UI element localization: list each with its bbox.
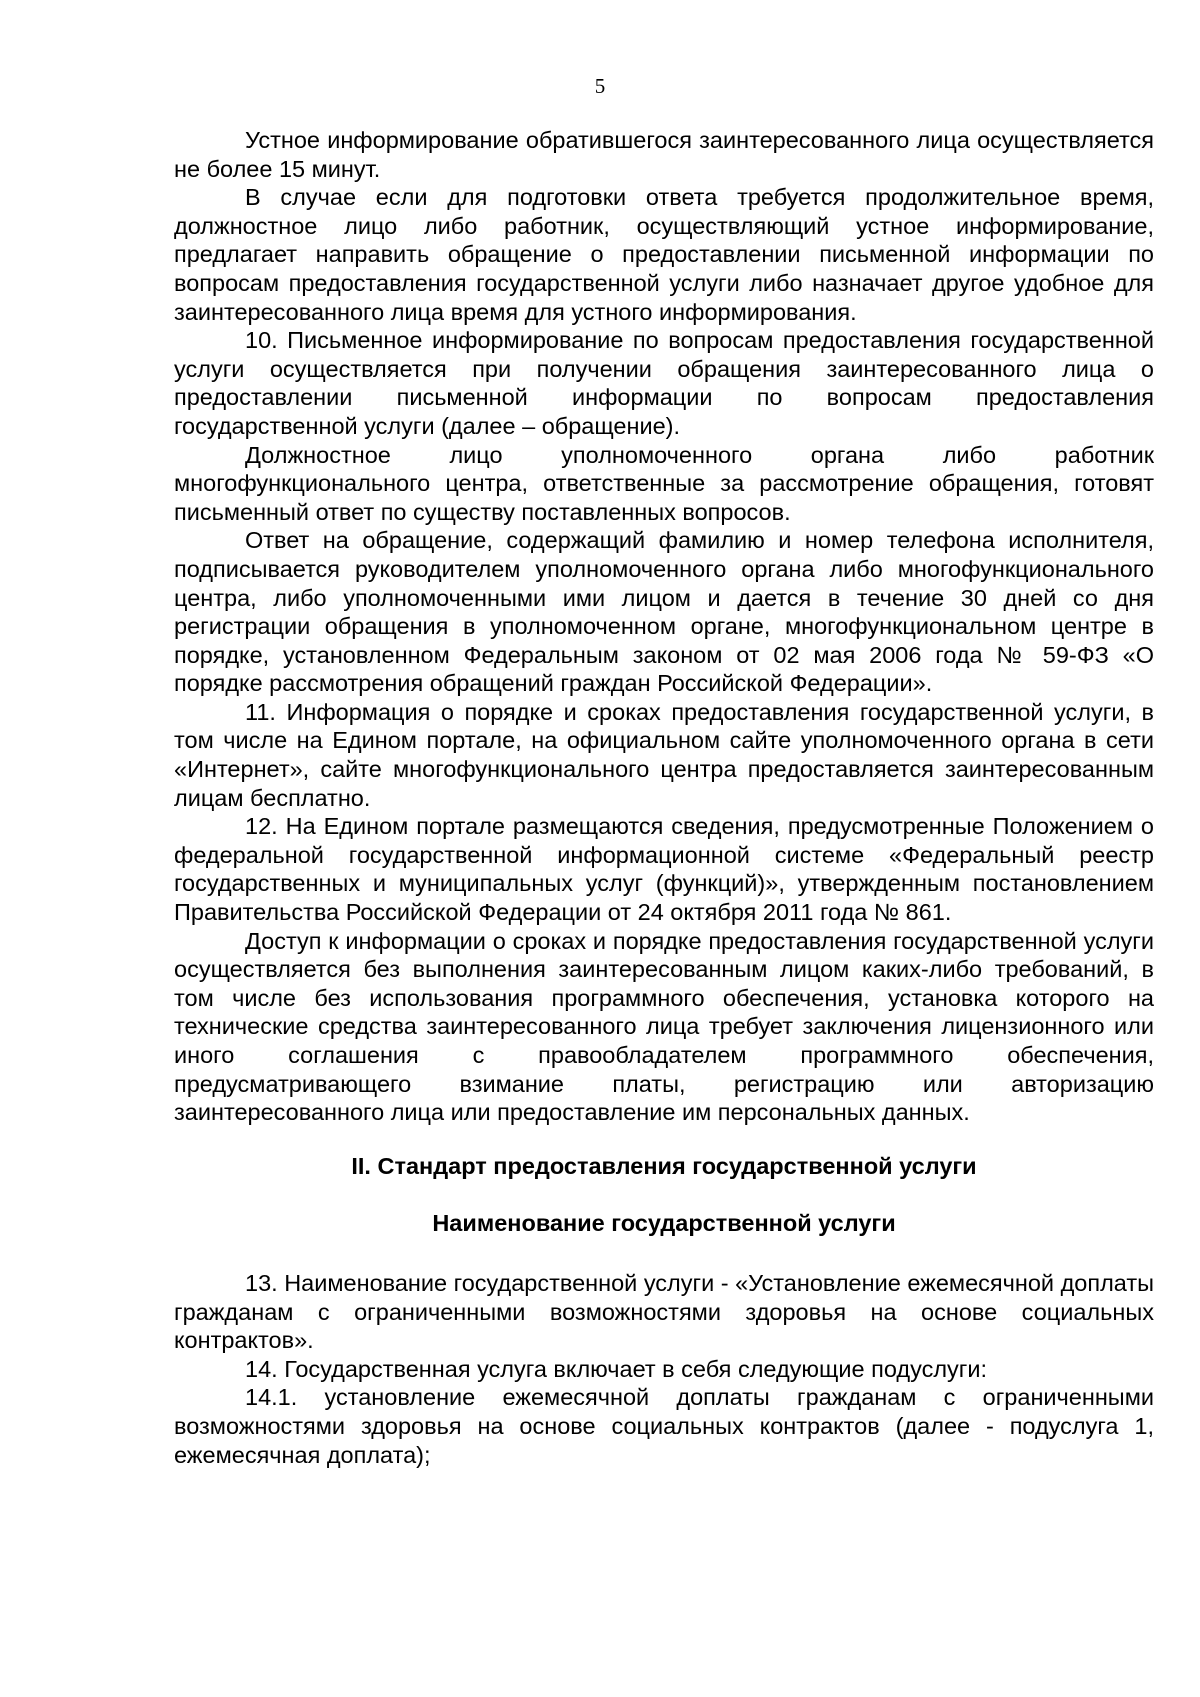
paragraph-responsible-official: Должностное лицо уполномоченного органа либо работник многофункционального центра, ответственные за рассмотрение обращения, готовят письменный ответ по существу поставленных вопросов. xyxy=(174,441,1154,525)
paragraph-access-info: Доступ к информации о сроках и порядке предоставления государственной услуги осуществляется без выполнения заинтересованным лицом каких-либо требований, в том числе без использования программного обеспечения, установка которого на технические средства заинтересованного лица требует заключения лицензионного или иного соглашения с правообладателем программного обеспечения, предусматривающего взимание платы, регистрацию или авторизацию заинтересованного лица или предоставление им персональных данных. xyxy=(174,927,1154,1126)
document-body xyxy=(174,126,1154,1469)
paragraph-13-service-name: 13. Наименование государственной услуги - «Установление ежемесячной доплаты гражданам с ограниченными возможностями здоровья на основе социальных контрактов». xyxy=(174,1269,1154,1354)
paragraph-12-portal-info: 12. На Едином портале размещаются сведения, предусмотренные Положением о федеральной государственной информационной системе «Федеральный реестр государственных и муниципальных услуг (функций)», утвержденным постановлением Правительства Российской Федерации от 24 октября 2011 года № 861. xyxy=(174,813,1154,926)
paragraph-10-written-info: 10. Письменное информирование по вопросам предоставления государственной услуги осуществляется при получении обращения заинтересованного лица о предоставлении письменной информации по вопросам предоставления государственной услуги (далее – обращение). xyxy=(174,327,1154,439)
page-number: 5 xyxy=(594,74,606,98)
paragraph-long-answer: В случае если для подготовки ответа требуется продолжительное время, должностное лицо либо работник, осуществляющий устное информирование, предлагает направить обращение о предоставлении письменной информации по вопросам предоставления государственной услуги либо назначает другое удобное для заинтересованного лица время для устного информирования. xyxy=(174,184,1154,325)
section-heading: II. Стандарт предоставления государственной услуги xyxy=(351,1152,977,1179)
paragraph-answer-terms: Ответ на обращение, содержащий фамилию и номер телефона исполнителя, подписывается руководителем уполномоченного органа либо многофункционального центра, либо уполномоченными ими лицом и дается в течение 30 дней со дня регистрации обращения в уполномоченном органе, многофункциональном центре в порядке, установленном Федеральным законом от 02 мая 2006 года № 59-ФЗ «О порядке рассмотрения обращений граждан Российской Федерации». xyxy=(174,527,1154,697)
paragraph-oral-duration: Устное информирование обратившегося заинтересованного лица осуществляется не более 15 минут. xyxy=(174,127,1154,182)
paragraph-14-1-subservice-1: 14.1. установление ежемесячной доплаты гражданам с ограниченными возможностями здоровья на основе социальных контрактов (далее - подуслуга 1, ежемесячная доплата); xyxy=(174,1384,1154,1468)
paragraph-14-subservices: 14. Государственная услуга включает в себя следующие подуслуги: xyxy=(245,1355,988,1382)
subheading: Наименование государственной услуги xyxy=(432,1210,896,1237)
paragraph-11-free-info: 11. Информация о порядке и сроках предоставления государственной услуги, в том числе на Едином портале, на официальном сайте уполномоченного органа в сети «Интернет», сайте многофункционального центра предоставляется заинтересованным лицам бесплатно. xyxy=(174,698,1154,811)
